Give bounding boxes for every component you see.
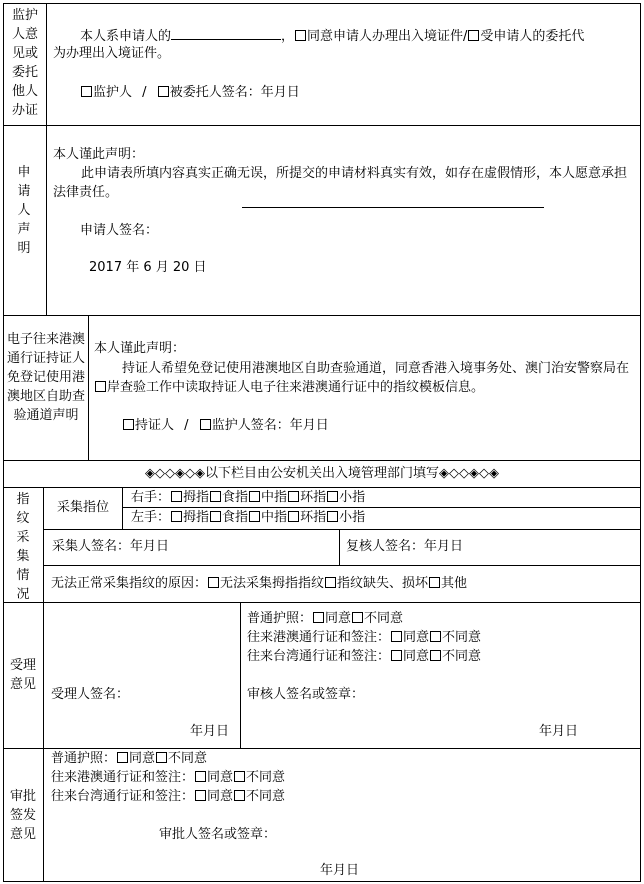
guardian-signature-line xyxy=(80,84,300,102)
reason-option: 指纹缺失、损坏 xyxy=(337,576,429,591)
right-hand-row xyxy=(131,489,365,507)
declaration-body: 此申请表所填内容真实正确无误，所提交的申请材料真实有效，如存在虚假情形，本人愿意承担法律责任。 xyxy=(53,166,628,200)
disagree-checkbox[interactable] xyxy=(430,631,441,642)
disagree-label: 不同意 xyxy=(364,611,404,626)
approval-label: 审批签发意见 xyxy=(9,789,36,842)
finger-label: 小指 xyxy=(339,490,366,505)
agree-label: 同意 xyxy=(207,789,234,804)
border-bottom xyxy=(3,881,641,882)
label-col-divider xyxy=(43,487,44,882)
reviewer-signature: 复核人签名：年月日 xyxy=(346,539,464,554)
disagree-label: 不同意 xyxy=(442,630,482,645)
declaration-sig-label: 申请人签名： xyxy=(80,223,159,238)
reviewer-date: 年月日 xyxy=(539,724,579,739)
finger-col-divider xyxy=(122,487,123,530)
finger-label: 中指 xyxy=(261,510,288,525)
eepass-body-b: 岸查验工作中读取持证人电子往来港澳通行证中的指纹模板信息。 xyxy=(107,380,485,395)
row-divider xyxy=(3,315,641,316)
declaration-label: 申请人声明 xyxy=(17,165,31,256)
sig-guardian2: 监护人签名：年月日 xyxy=(211,418,329,433)
border-left xyxy=(3,3,4,882)
left-index-checkbox[interactable] xyxy=(210,511,221,522)
eepass-heading: 本人谨此声明： xyxy=(94,341,186,356)
right-middle-checkbox[interactable] xyxy=(249,491,260,502)
finger-label: 食指 xyxy=(222,490,249,505)
disagree-label: 不同意 xyxy=(442,649,482,664)
disagree-checkbox[interactable] xyxy=(156,752,167,763)
agree-option: 同意申请人办理出入境证件/ xyxy=(307,29,468,44)
row-divider xyxy=(3,125,641,126)
disagree-label: 不同意 xyxy=(246,789,286,804)
declaration-date: 2017 年 6 月 20 日 xyxy=(89,260,207,275)
eepass-signature-line xyxy=(122,417,329,435)
guardian-line2: 为办理出入境证件。 xyxy=(53,46,171,61)
disagree-label: 不同意 xyxy=(168,751,208,766)
row-divider xyxy=(3,748,641,749)
finger-position-label: 采集指位 xyxy=(57,500,110,515)
guardian-checkbox[interactable] xyxy=(81,86,92,97)
agree-checkbox[interactable] xyxy=(195,771,206,782)
right-little-checkbox[interactable] xyxy=(327,491,338,502)
banner-text: 以下栏目由公安机关出入境管理部门填写 xyxy=(204,466,439,481)
port-checkbox[interactable] xyxy=(95,381,106,392)
disagree-checkbox[interactable] xyxy=(352,612,363,623)
border-top xyxy=(3,3,641,4)
finger-label: 小指 xyxy=(339,510,366,525)
finger-label: 环指 xyxy=(300,490,327,505)
disagree-checkbox[interactable] xyxy=(234,790,245,801)
approve-item xyxy=(51,750,207,768)
approve-item xyxy=(51,769,285,787)
declaration-heading: 本人谨此声明： xyxy=(53,147,145,162)
holder-checkbox[interactable] xyxy=(123,419,134,430)
left-hand-row xyxy=(131,509,365,527)
guardian-prefix: 本人系申请人的 xyxy=(80,29,172,44)
fail-reason-row xyxy=(51,575,467,593)
finger-label: 中指 xyxy=(261,490,288,505)
reason-option: 其他 xyxy=(441,576,468,591)
reviewer-sig: 审核人签名或签章： xyxy=(247,687,365,702)
sig-col-divider xyxy=(339,529,340,566)
doc-name: 往来港澳通行证和签注： xyxy=(51,770,195,785)
left-thumb-checkbox[interactable] xyxy=(171,511,182,522)
row-divider xyxy=(3,487,641,488)
fp-finger-divider xyxy=(122,507,640,508)
agree-checkbox[interactable] xyxy=(295,30,306,41)
sig-guardian: 监护人 xyxy=(93,85,133,100)
finger-label: 环指 xyxy=(300,510,327,525)
right-ring-checkbox[interactable] xyxy=(288,491,299,502)
fingerprint-label: 指纹采集情况 xyxy=(16,492,30,602)
entrust-checkbox[interactable] xyxy=(468,30,479,41)
finger-label: 拇指 xyxy=(183,510,210,525)
right-hand-label: 右手： xyxy=(131,490,171,505)
right-index-checkbox[interactable] xyxy=(210,491,221,502)
doc-name: 往来港澳通行证和签注： xyxy=(247,630,391,645)
agree-label: 同意 xyxy=(403,630,430,645)
reason-other-checkbox[interactable] xyxy=(429,577,440,588)
agree-checkbox[interactable] xyxy=(391,650,402,661)
approve-item xyxy=(51,788,285,806)
guardian-comma: ， xyxy=(281,29,295,44)
eepass-body xyxy=(94,359,638,397)
entrusted-checkbox[interactable] xyxy=(158,86,169,97)
agree-checkbox[interactable] xyxy=(195,790,206,801)
relation-field[interactable] xyxy=(171,26,281,40)
banner-deco-right: ◈◇◇◈◇◈ xyxy=(439,466,499,481)
agree-label: 同意 xyxy=(325,611,352,626)
banner-deco-left: ◈◇◇◈◇◈ xyxy=(144,466,205,481)
guardian-label: 监护人意见或委托他人办证 xyxy=(11,8,38,118)
guardian-line1 xyxy=(80,26,584,46)
sig-entrusted: 被委托人签名：年月日 xyxy=(169,85,300,100)
row-divider xyxy=(3,460,641,461)
accept-item xyxy=(247,629,481,647)
agree-label: 同意 xyxy=(207,770,234,785)
sig-separator: / xyxy=(142,85,147,100)
doc-name: 普通护照： xyxy=(51,751,117,766)
agree-checkbox[interactable] xyxy=(313,612,324,623)
doc-name: 普通护照： xyxy=(247,611,313,626)
finger-label: 食指 xyxy=(222,510,249,525)
approver-signature: 审批人签名或签章： xyxy=(159,827,277,842)
doc-name: 往来台湾通行证和签注： xyxy=(51,789,195,804)
eepass-label: 电子往来港澳通行证持证人免登记使用港澳地区自助查验通道声明 xyxy=(6,332,85,423)
reason-thumb-checkbox[interactable] xyxy=(208,577,219,588)
guardian2-checkbox[interactable] xyxy=(200,419,211,430)
accept-item xyxy=(247,610,403,628)
entrust-option: 受申请人的委托代 xyxy=(480,29,585,44)
collector-signature: 采集人签名：年月日 xyxy=(52,539,170,554)
label-col-divider xyxy=(88,315,89,461)
left-little-checkbox[interactable] xyxy=(327,511,338,522)
acceptor-date: 年月日 xyxy=(190,724,230,739)
agree-label: 同意 xyxy=(403,649,430,664)
eepass-body-a: 持证人希望免登记使用港澳地区自助查验通道，同意香港入境事务处、澳门治安警察局在 xyxy=(122,361,630,376)
reason-missing-checkbox[interactable] xyxy=(325,577,336,588)
accept-col-divider xyxy=(240,602,241,749)
agree-checkbox[interactable] xyxy=(117,752,128,763)
acceptance-label: 受理意见 xyxy=(9,658,36,692)
disagree-checkbox[interactable] xyxy=(234,771,245,782)
approver-date: 年月日 xyxy=(320,863,360,878)
disagree-checkbox[interactable] xyxy=(430,650,441,661)
sig-holder: 持证人 xyxy=(135,418,175,433)
fail-reason-label: 无法正常采集指纹的原因： xyxy=(51,576,208,591)
sig-separator: / xyxy=(184,418,189,433)
accept-item xyxy=(247,648,481,666)
acceptor-signature: 受理人签名： xyxy=(51,687,130,702)
row-divider xyxy=(3,602,641,603)
official-banner xyxy=(3,465,641,483)
left-middle-checkbox[interactable] xyxy=(249,511,260,522)
finger-label: 拇指 xyxy=(183,490,210,505)
doc-name: 往来台湾通行证和签注： xyxy=(247,649,391,664)
fp-divider xyxy=(43,565,641,566)
left-hand-label: 左手： xyxy=(131,510,171,525)
agree-label: 同意 xyxy=(129,751,156,766)
left-ring-checkbox[interactable] xyxy=(288,511,299,522)
label-col-divider xyxy=(46,3,47,316)
signature-rule xyxy=(242,207,544,208)
right-thumb-checkbox[interactable] xyxy=(171,491,182,502)
disagree-label: 不同意 xyxy=(246,770,286,785)
agree-checkbox[interactable] xyxy=(391,631,402,642)
reason-option: 无法采集拇指指纹 xyxy=(220,576,325,591)
fp-divider xyxy=(43,529,641,530)
border-right xyxy=(640,3,641,882)
